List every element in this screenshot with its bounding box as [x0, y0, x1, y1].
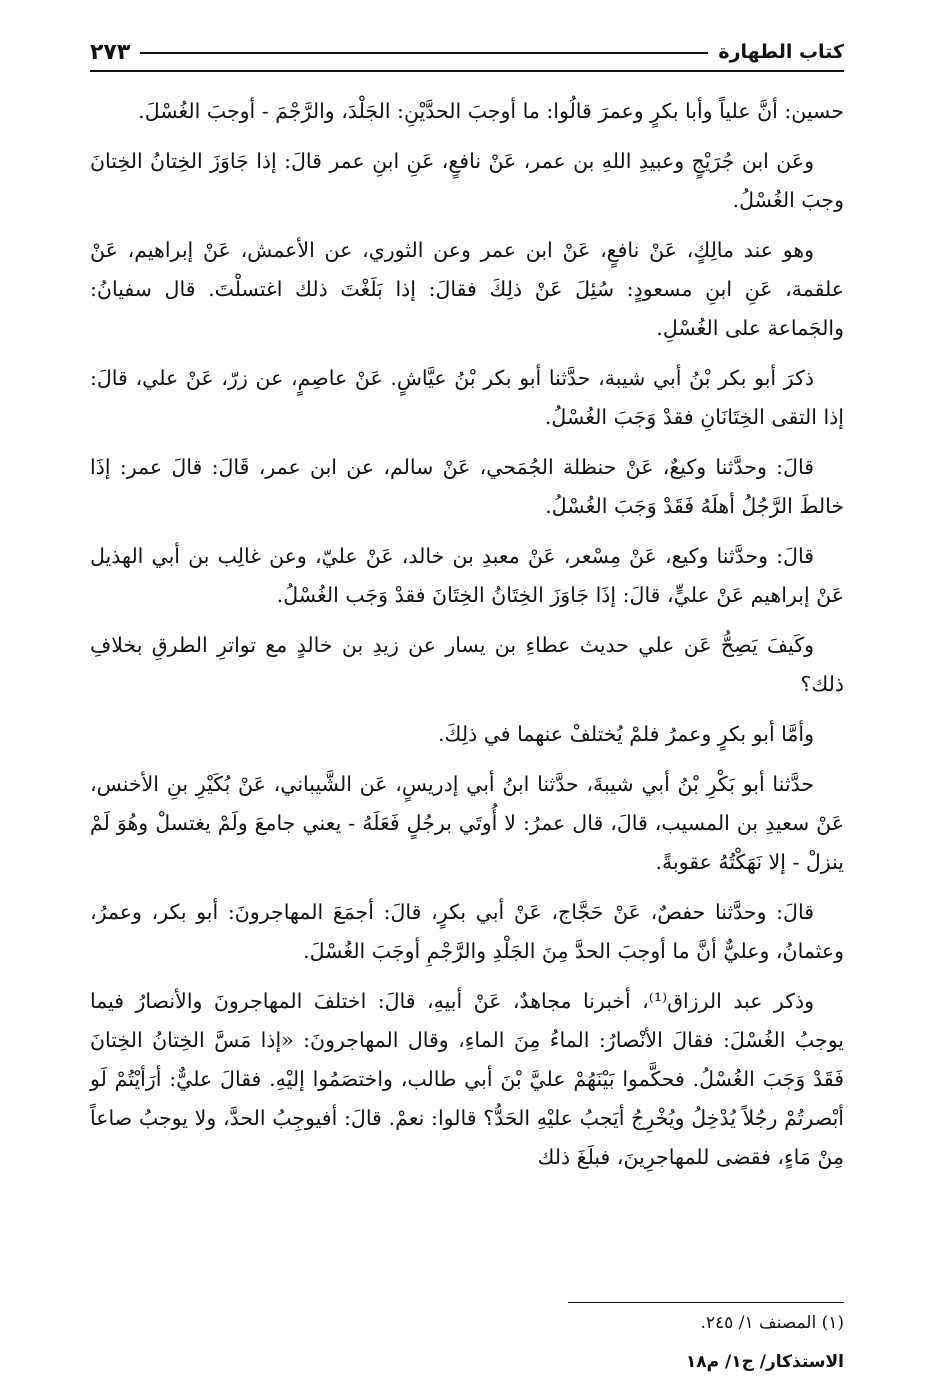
- printer-signature: الاستذكار/ ج١/ م١٨: [685, 1352, 844, 1372]
- paragraph: قالَ: وحدَّثنا وكيع، عَنْ مِسْعر، عَنْ معبدِ بن خالد، عَنْ عليّ، وعن غالِب بن أبي الهذيل عَنْ إبراهيم عَنْ عليٍّ، قالَ: إذَا جَاوَزَ الخِتَانُ الخِتَانَ فقدْ وَجَب الغُسْلُ.: [90, 544, 844, 607]
- paragraph: وكَيفَ يَصِحُّ عَن علي حديث عطاءِ بن يسار عن زيدِ بن خالدٍ مع تواترِ الطرقِ بخلافِ ذلك؟: [90, 633, 844, 696]
- paragraph: وعَن ابن جُرَيْجٍ وعبيدِ اللهِ بن عمر، عَنْ نافعٍ، عَنِ ابنِ عمر قالَ: إذا جَاوَزَ الخِتانُ الخِتانَ وجبَ الغُسْلُ.: [90, 149, 844, 212]
- paragraph: وهو عند مالِكٍ، عَنْ نافعٍ، عَنْ ابن عمر وعن الثوري، عن الأعمش، عَنْ إبراهيم، عَنْ علقمة، عَنِ ابنِ مسعودٍ: سُئِلَ عَنْ ذلِكَ فقالَ: إذا بَلَغْتَ ذلك اغتسلْتَ. قال سفيانُ: والجَماعة على الغُسْلِ.: [90, 238, 844, 340]
- paragraph: حدَّثنا أبو بَكْرِ بْنُ أبي شيبةَ، حدَّثنا ابنُ أبي إدريسٍ، عَن الشَّيباني، عَنْ بُكَيْرِ بنِ الأخنس، عَنْ سعيدِ بن المسيب، قالَ، قال عمرُ: لا أُوتَي برجُلٍ فَعَلَهُ - يعني جامعَ ولَمْ يغتسلْ وهُوَ لَمْ ينزلْ - إلا نَهَكْتُهُ عقوبةً.: [90, 772, 844, 874]
- footnote-divider: [568, 1302, 844, 1303]
- chapter-title: كتاب الطهارة: [718, 41, 844, 63]
- paragraph: قالَ: وحدَّثنا وكيعٌ، عَنْ حنظلة الجُمَحي، عَنْ سالم، عن ابن عمر، قَالَ: قالَ عمر: إذَا خالطَ الرَّجُلُ أهلَهُ فَقَدْ وَجَبَ الغُسْلُ.: [90, 455, 844, 518]
- paragraph: قالَ: وحدَّثنا حفصٌ، عَنْ حَجَّاج، عَنْ أبي بكرٍ، قالَ: أجمَعَ المهاجرونَ: أبو بكر، وعمرُ، وعثمانُ، وعليٌّ أنَّ ما أوجبَ الحدَّ مِنَ الجَلْدِ والرَّجْمِ أوجَبَ الغُسْلَ.: [90, 900, 844, 963]
- body-text: [90, 92, 844, 1188]
- paragraph: وذكر عبد الرزاق⁽¹⁾، أخبرنا مجاهدٌ، عَنْ أبيهِ، قالَ: اختلفَ المهاجرونَ والأنصارُ فيما يوجبُ الغُسْلَ: فقالَ الأنْصارُ: الماءُ مِنَ الماءِ، وقال المهاجرونَ: «إذا مَسَّ الخِتانُ الخِتانَ فَقَدْ وَجَبَ الغُسْلُ. فحكَّموا بَيْنَهُمْ عليَّ بْنَ أبي طالب، واختصَمُوا إليْهِ. فقالَ عليٌّ: أرَأيْتُمْ لَو أبْصرتُمْ رجُلاً يُدْخِلُ ويُخْرِجُ أيَجبُ عليْهِ الحَدُّ؟ قالوا: نعمْ. قالَ: أفيوجِبُ الحدَّ، ولا يوجبُ صاعاً مِنْ مَاءٍ، فقضى للمهاجرِينَ، فبلَغَ ذلك: [90, 989, 844, 1169]
- paragraph: وأمَّا أبو بكرٍ وعمرُ فلمْ يُختلفْ عنهما في ذلِكَ.: [438, 722, 814, 746]
- page-number: ٢٧٣: [90, 40, 131, 65]
- header-divider: [140, 52, 708, 54]
- header-rule: [90, 70, 844, 72]
- footnote: (١) المصنف ١/ ٢٤٥.: [700, 1313, 844, 1333]
- running-header: [90, 28, 844, 66]
- paragraph: حسين: أنَّ علياً وأبا بكرٍ وعمرَ قالُوا: ما أوجبَ الحدَّيْنِ: الجَلْدَ، والرَّجْمَ - أوجبَ الغُسْلَ.: [138, 99, 844, 123]
- paragraph: ذكرَ أبو بكر بْنُ أبي شيبة، حدَّثنا أبو بكر بْنُ عيَّاشٍ. عَنْ عاصِمٍ، عن زرّ، عَنْ علي، قالَ: إذا التقى الخِتَانَانِ فقدْ وَجَبَ الغُسْلُ.: [90, 366, 844, 429]
